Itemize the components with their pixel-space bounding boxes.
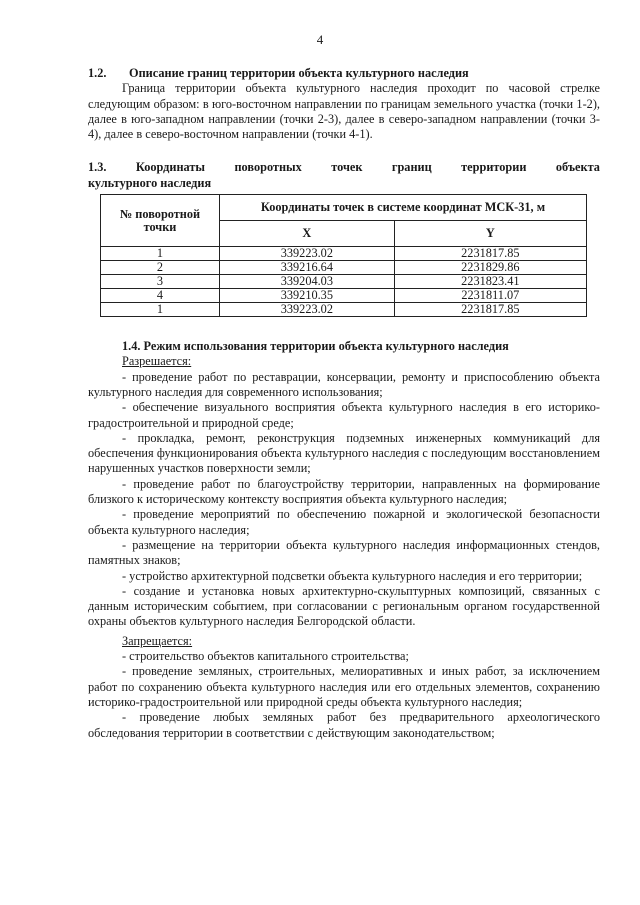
- allowed-item: - создание и установка новых архитектурно-скульптурных композиций, связанных с данным историческим событием, при согласовании с региональным органом государственной охраны объектов культурного наследия Белгородской области.: [88, 583, 600, 629]
- title-word: границ: [391, 160, 432, 175]
- page-number: 4: [316, 32, 324, 47]
- cell-y: 2231817.85: [394, 303, 586, 317]
- section-1-2-title: Описание границ территории объекта культурного наследия: [129, 66, 469, 80]
- boundary-description: Граница территории объекта культурного наследия проходит по часовой стрелке следующим образом: в юго-восточном направлении по границам земельного участка (точки 1-2), далее в юго-западном направлении (точки 2-3), далее в северо-западном направлении (точки 3-4), далее в северо-восточном направлении (точки 4-1).: [88, 81, 600, 142]
- header-y: Y: [394, 221, 586, 247]
- section-1-3-number: 1.3.: [88, 160, 107, 175]
- coordinates-table: [100, 194, 587, 317]
- section-1-3-heading: [88, 160, 600, 191]
- allowed-item: - обеспечение визуального восприятия объекта культурного наследия в его историко-градостроительной и природной среде;: [88, 400, 600, 430]
- section-1-2-heading: [88, 66, 600, 81]
- section-1-2-number: 1.2.: [88, 66, 107, 80]
- forbidden-item: - проведение любых земляных работ без предварительного археологического обследования территории в соответствии с действующим законодательством;: [88, 710, 600, 740]
- title-word: объекта: [555, 160, 600, 175]
- forbidden-item: - строительство объектов капитального строительства;: [122, 649, 409, 664]
- cell-y: 2231817.85: [394, 247, 586, 261]
- table-row: [101, 289, 587, 303]
- cell-point: 4: [101, 289, 220, 303]
- header-point-number: № поворотной точки: [101, 195, 220, 247]
- cell-x: 339210.35: [220, 289, 395, 303]
- cell-x: 339223.02: [220, 303, 395, 317]
- table-row: [101, 261, 587, 275]
- cell-x: 339223.02: [220, 247, 395, 261]
- cell-y: 2231811.07: [394, 289, 586, 303]
- cell-point: 1: [101, 303, 220, 317]
- cell-y: 2231829.86: [394, 261, 586, 275]
- forbidden-item: - проведение земляных, строительных, мелиоративных и иных работ, за исключением работ по сохранению объекта культурного наследия или его отдельных элементов, сохранению историко-градостроительной или природной среды объекта культурного наследия;: [88, 664, 600, 709]
- cell-x: 339216.64: [220, 261, 395, 275]
- section-1-3-title-line1: [88, 160, 600, 175]
- allowed-item: - проведение мероприятий по обеспечению пожарной и экологической безопасности объекта культурного наследия;: [88, 507, 600, 537]
- title-word: точек: [331, 160, 363, 175]
- table-row: [101, 303, 587, 317]
- title-word: Координаты: [135, 160, 206, 175]
- section-1-4-heading: 1.4. Режим использования территории объекта культурного наследия: [122, 339, 509, 354]
- cell-point: 1: [101, 247, 220, 261]
- header-coordinates: Координаты точек в системе координат МСК-31, м: [220, 195, 587, 221]
- forbidden-label: Запрещается:: [122, 633, 193, 648]
- allowed-item: - проведение работ по реставрации, консервации, ремонту и приспособлению объекта культурного наследия для современного использования;: [88, 369, 600, 399]
- header-x: X: [220, 221, 395, 247]
- allowed-item: - устройство архитектурной подсветки объекта культурного наследия и его территории;: [122, 568, 583, 583]
- cell-point: 3: [101, 275, 220, 289]
- allowed-item: - проведение работ по благоустройству территории, направленных на формирование близкого к историческому контексту восприятия объекта культурного наследия;: [88, 476, 600, 507]
- table-row: [101, 275, 587, 289]
- cell-y: 2231823.41: [394, 275, 586, 289]
- allowed-label: Разрешается:: [122, 354, 192, 369]
- document-body: [88, 61, 600, 741]
- cell-x: 339204.03: [220, 275, 395, 289]
- title-word: поворотных: [234, 160, 302, 175]
- allowed-item: - прокладка, ремонт, реконструкция подземных инженерных коммуникаций для обеспечения функционирования объекта культурного наследия с последующим восстановлением нарушенных участков поверхности земли;: [88, 430, 600, 476]
- cell-point: 2: [101, 261, 220, 275]
- section-1-3-title-line2: культурного наследия: [88, 175, 212, 190]
- allowed-item: - размещение на территории объекта культурного наследия информационных стендов, памятных знаков;: [88, 537, 600, 568]
- title-word: территории: [461, 160, 527, 175]
- table-row: [101, 247, 587, 261]
